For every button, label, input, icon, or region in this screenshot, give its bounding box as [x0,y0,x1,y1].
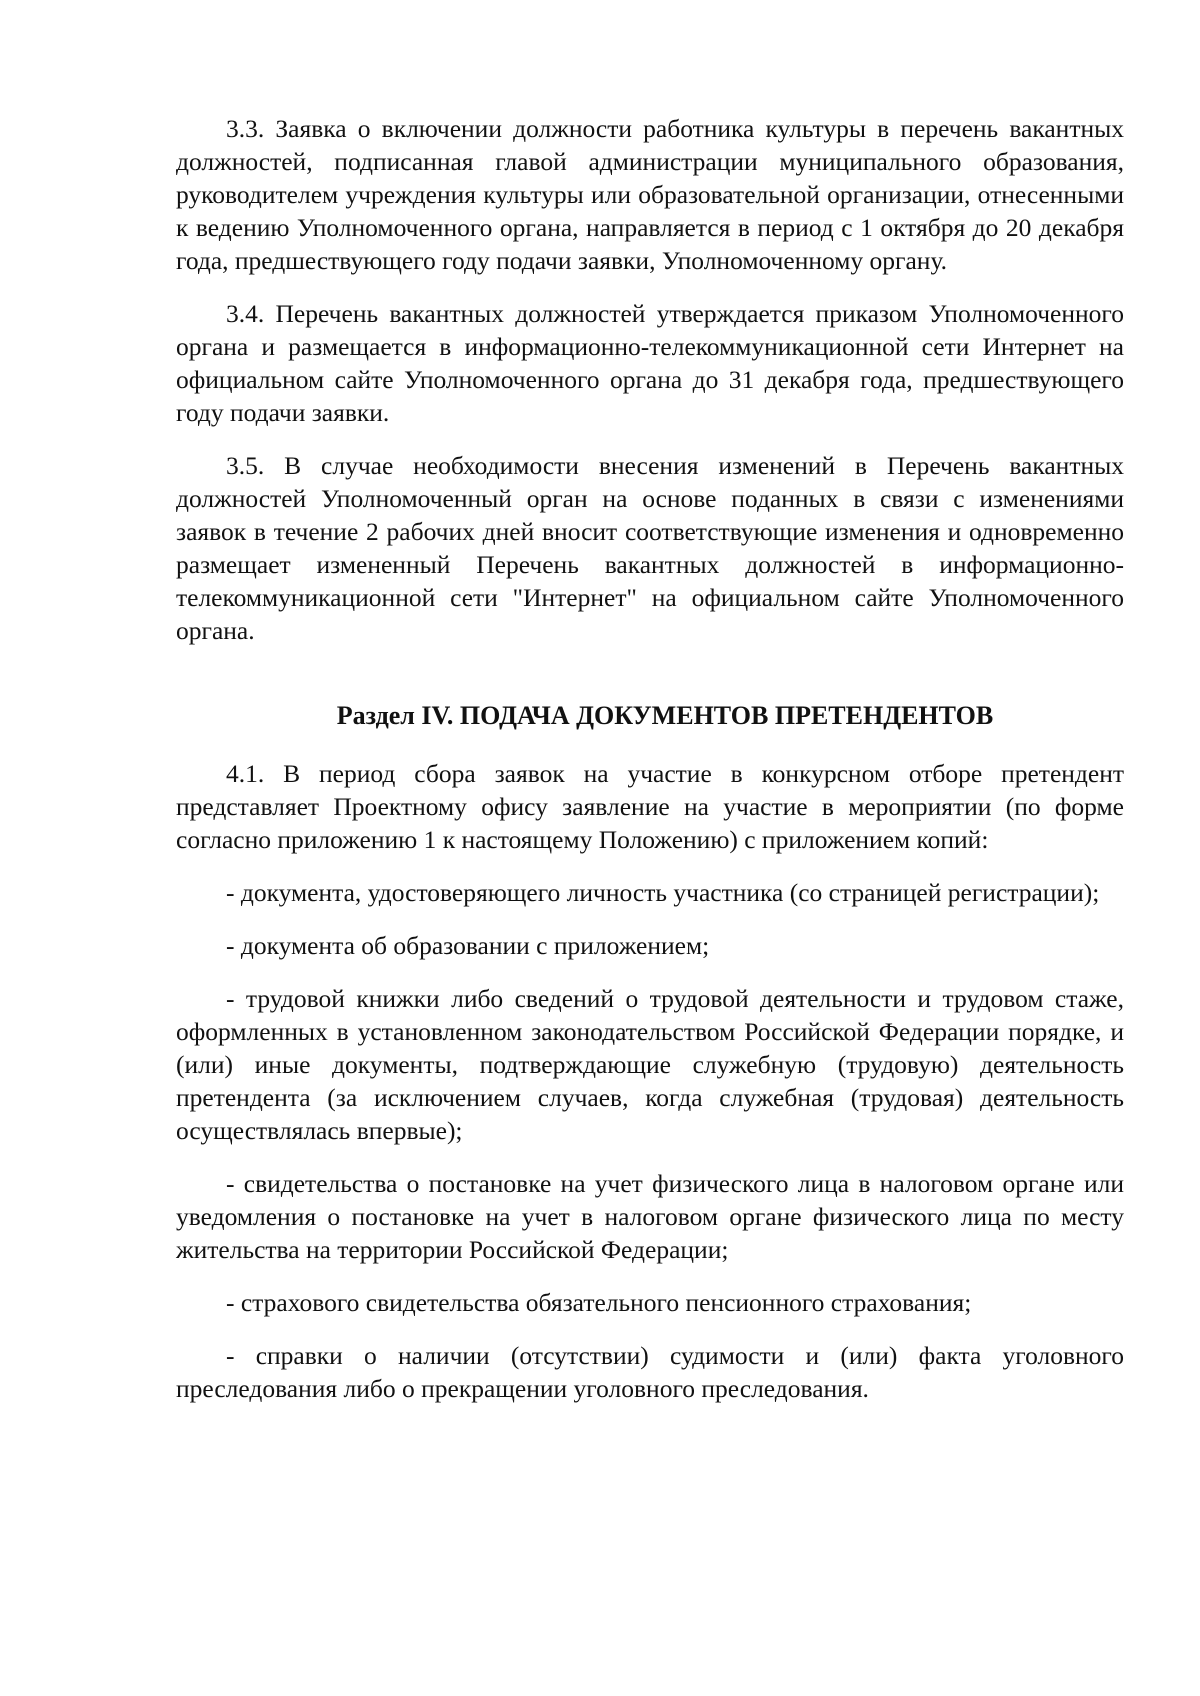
section-title: Раздел IV. ПОДАЧА ДОКУМЕНТОВ ПРЕТЕНДЕНТОВ [336,701,994,730]
list-item: - страхового свидетельства обязательного пенсионного страхования; [226,1288,972,1317]
list-item: - трудовой книжки либо сведений о трудовой деятельности и трудовом стаже, оформленных в установленном законодательством Российской Федерации порядке, и (или) иные документы, подтверждающие служебную (трудовую) деятельность претендента (за исключением случаев, когда служебная (трудовая) деятельность осуществлялась впервые); [176,984,1124,1145]
list-item: - справки о наличии (отсутствии) судимости и (или) факта уголовного преследования либо о прекращении уголовного преследования. [176,1341,1124,1403]
list-item: - документа, удостоверяющего личность участника (со страницей регистрации); [226,878,1100,907]
paragraph-3-5: 3.5. В случае необходимости внесения изменений в Перечень вакантных должностей Уполномоченный орган на основе поданных в связи с изменениями заявок в течение 2 рабочих дней вносит соответствующие изменения и одновременно размещает измененный Перечень вакантных должностей в информационно-телекоммуникационной сети "Интернет" на официальном сайте Уполномоченного органа. [176,451,1124,645]
list-item: - документа об образовании с приложением; [226,931,710,960]
paragraph-3-3: 3.3. Заявка о включении должности работника культуры в перечень вакантных должностей, подписанная главой администрации муниципального образования, руководителем учреждения культуры или образовательной организации, отнесенными к ведению Уполномоченного органа, направляется в период с 1 октября до 20 декабря года, предшествующего году подачи заявки, Уполномоченному органу. [176,114,1124,275]
list-item: - свидетельства о постановке на учет физического лица в налоговом органе или уведомления о постановке на учет в налоговом органе физического лица по месту жительства на территории Российской Федерации; [176,1169,1124,1264]
paragraph-3-4: 3.4. Перечень вакантных должностей утверждается приказом Уполномоченного органа и размещается в информационно-телекоммуникационной сети Интернет на официальном сайте Уполномоченного органа до 31 декабря года, предшествующего году подачи заявки. [176,299,1124,427]
paragraph-4-1: 4.1. В период сбора заявок на участие в конкурсном отборе претендент представляет Проектному офису заявление на участие в мероприятии (по форме согласно приложению 1 к настоящему Положению) с приложением копий: [176,759,1124,854]
